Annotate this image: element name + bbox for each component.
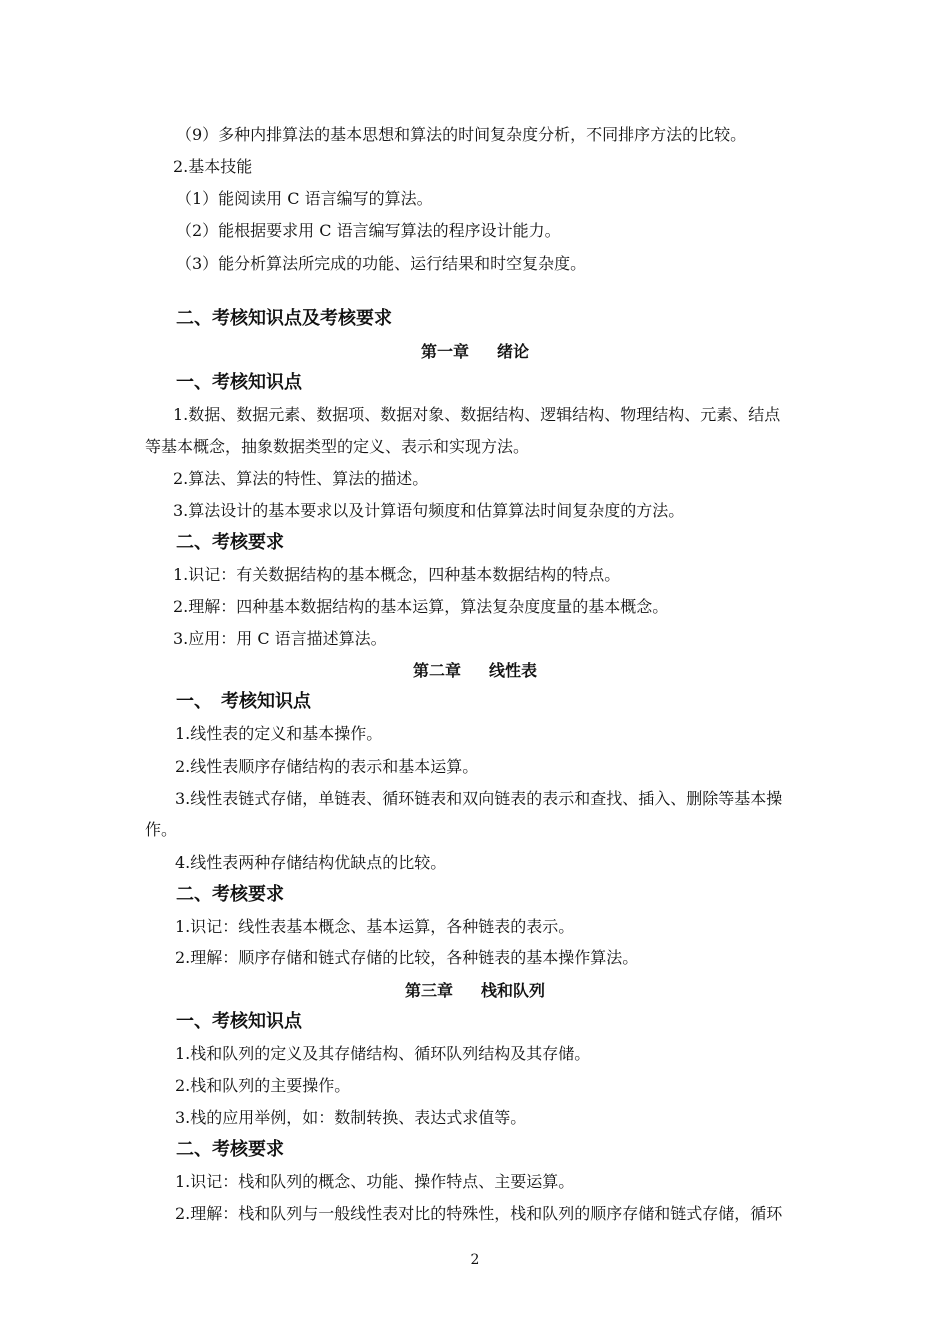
ch2-kp4: 4.线性表两种存储结构优缺点的比较。	[175, 853, 447, 872]
skill-2: （2）能根据要求用 C 语言编写算法的程序设计能力。	[176, 221, 561, 240]
ch1-kp3: 3.算法设计的基本要求以及计算语句频度和估算算法时间复杂度的方法。	[173, 501, 685, 520]
ch2-kp-heading: 一、 考核知识点	[176, 691, 311, 712]
chapter-3-title	[0, 981, 950, 1001]
ch3-kp1: 1.栈和队列的定义及其存储结构、循环队列结构及其存储。	[175, 1044, 591, 1063]
chapter-2-name: 线性表	[489, 661, 538, 680]
ch1-kp2: 2.算法、算法的特性、算法的描述。	[173, 469, 429, 488]
page-number: 2	[470, 1252, 480, 1268]
chapter-2-number: 第二章	[412, 661, 461, 680]
ch2-kp1: 1.线性表的定义和基本操作。	[175, 724, 383, 743]
ch2-kp3-line1: 3.线性表链式存储，单链表、循环链表和双向链表的表示和查找、插入、删除等基本操	[175, 789, 783, 808]
ch2-kp2: 2.线性表顺序存储结构的表示和基本运算。	[175, 757, 479, 776]
ch3-req-heading: 二、考核要求	[176, 1139, 284, 1160]
ch1-req3: 3.应用：用 C 语言描述算法。	[173, 629, 387, 648]
ch1-kp1-line1: 1.数据、数据元素、数据项、数据对象、数据结构、逻辑结构、物理结构、元素、结点	[173, 405, 781, 424]
ch1-kp-heading: 一、考核知识点	[176, 372, 302, 393]
ch1-req2: 2.理解：四种基本数据结构的基本运算，算法复杂度度量的基本概念。	[173, 597, 669, 616]
chapter-2-title	[0, 661, 950, 681]
chapter-1-number: 第一章	[420, 342, 469, 361]
ch2-req2: 2.理解：顺序存储和链式存储的比较，各种链表的基本操作算法。	[175, 948, 639, 967]
chapter-3-name: 栈和队列	[481, 981, 546, 1000]
ch2-kp3-line2: 作。	[145, 820, 178, 839]
intro-item-9: （9）多种内排算法的基本思想和算法的时间复杂度分析，不同排序方法的比较。	[176, 125, 747, 144]
ch3-kp-heading: 一、考核知识点	[176, 1011, 302, 1032]
skill-1: （1）能阅读用 C 语言编写的算法。	[176, 189, 433, 208]
ch1-req1: 1.识记：有关数据结构的基本概念，四种基本数据结构的特点。	[173, 565, 621, 584]
ch2-req1: 1.识记：线性表基本概念、基本运算，各种链表的表示。	[175, 917, 575, 936]
skills-title: 2.基本技能	[173, 157, 253, 176]
chapter-1-name: 绪论	[497, 342, 530, 361]
ch3-req2: 2.理解：栈和队列与一般线性表对比的特殊性，栈和队列的顺序存储和链式存储，循环	[175, 1204, 783, 1223]
section-title: 二、考核知识点及考核要求	[176, 308, 392, 329]
ch3-kp2: 2.栈和队列的主要操作。	[175, 1076, 351, 1095]
ch3-req1: 1.识记：栈和队列的概念、功能、操作特点、主要运算。	[175, 1172, 575, 1191]
ch1-req-heading: 二、考核要求	[176, 532, 284, 553]
ch3-kp3: 3.栈的应用举例，如：数制转换、表达式求值等。	[175, 1108, 527, 1127]
chapter-1-title	[0, 342, 950, 362]
ch1-kp1-line2: 等基本概念，抽象数据类型的定义、表示和实现方法。	[145, 437, 530, 456]
skill-3: （3）能分析算法所完成的功能、运行结果和时空复杂度。	[176, 254, 587, 273]
chapter-3-number: 第三章	[404, 981, 453, 1000]
ch2-req-heading: 二、考核要求	[176, 884, 284, 905]
